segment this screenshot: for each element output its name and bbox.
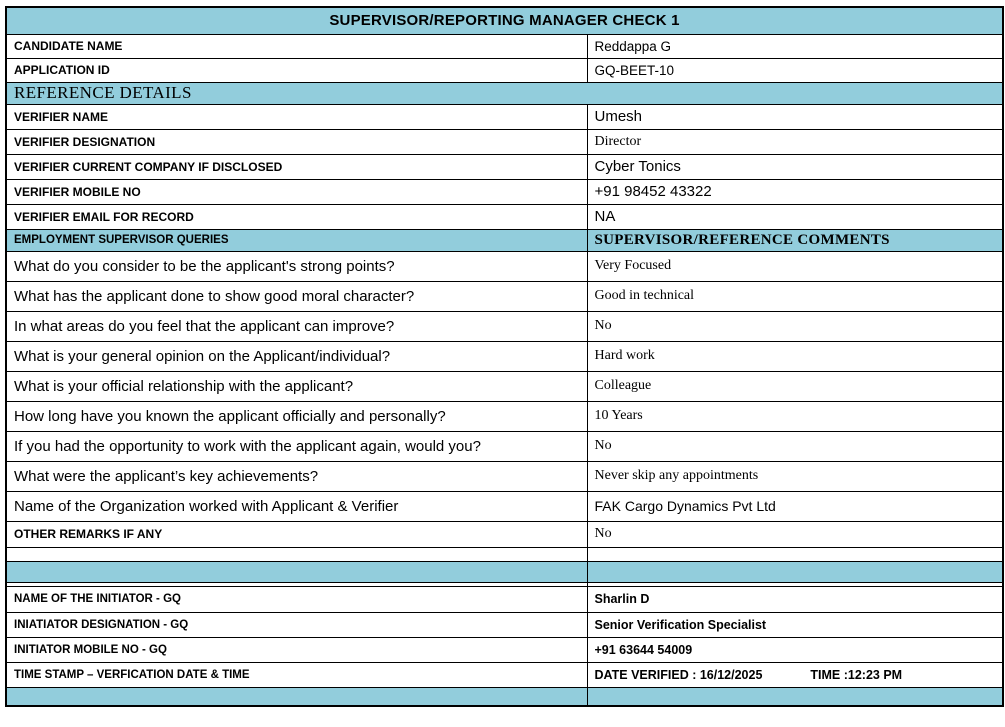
date-verified: DATE VERIFIED : 16/12/2025 bbox=[594, 667, 763, 682]
timestamp-label: TIME STAMP – VERFICATION DATE & TIME bbox=[6, 662, 587, 687]
application-id-row bbox=[6, 58, 1003, 82]
reference-details-header-row bbox=[6, 82, 1003, 104]
initiator-designation-label: INIATIATOR DESIGNATION - GQ bbox=[6, 612, 587, 637]
answer-cell: Never skip any appointments bbox=[587, 461, 1003, 491]
query-row bbox=[6, 431, 1003, 461]
queries-header-right: SUPERVISOR/REFERENCE COMMENTS bbox=[587, 229, 1003, 251]
other-remarks-label: OTHER REMARKS IF ANY bbox=[6, 521, 587, 547]
query-row bbox=[6, 371, 1003, 401]
question-cell: If you had the opportunity to work with the applicant again, would you? bbox=[6, 431, 587, 461]
initiator-name-label: NAME OF THE INITIATOR - GQ bbox=[6, 586, 587, 612]
candidate-name-row bbox=[6, 34, 1003, 58]
verifier-designation-value: Director bbox=[587, 129, 1003, 154]
answer-cell: Good in technical bbox=[587, 281, 1003, 311]
time-verified: TIME :12:23 PM bbox=[810, 667, 903, 682]
verifier-name-value: Umesh bbox=[587, 104, 1003, 129]
verifier-designation-label: VERIFIER DESIGNATION bbox=[6, 129, 587, 154]
answer-cell: Colleague bbox=[587, 371, 1003, 401]
verifier-name-label: VERIFIER NAME bbox=[6, 104, 587, 129]
spacer-cell bbox=[587, 547, 1003, 561]
answer-cell: No bbox=[587, 431, 1003, 461]
query-row bbox=[6, 401, 1003, 431]
reference-details-header: REFERENCE DETAILS bbox=[6, 82, 1003, 104]
candidate-name-value: Reddappa G bbox=[587, 34, 1003, 58]
question-cell: What is your general opinion on the Applicant/individual? bbox=[6, 341, 587, 371]
verifier-mobile-value: +91 98452 43322 bbox=[587, 179, 1003, 204]
spacer-cell bbox=[6, 547, 587, 561]
verifier-email-label: VERIFIER EMAIL FOR RECORD bbox=[6, 204, 587, 229]
answer-cell: 10 Years bbox=[587, 401, 1003, 431]
question-cell: What were the applicant’s key achievements? bbox=[6, 461, 587, 491]
spacer-cell bbox=[6, 561, 587, 582]
spacer-row-blue bbox=[6, 561, 1003, 582]
question-cell: Name of the Organization worked with Applicant & Verifier bbox=[6, 491, 587, 521]
timestamp-value bbox=[587, 662, 1003, 687]
verifier-company-label: VERIFIER CURRENT COMPANY IF DISCLOSED bbox=[6, 154, 587, 179]
verifier-email-row bbox=[6, 204, 1003, 229]
initiator-mobile-value: +91 63644 54009 bbox=[587, 637, 1003, 662]
page-title: SUPERVISOR/REPORTING MANAGER CHECK 1 bbox=[6, 7, 1003, 34]
answer-cell: Very Focused bbox=[587, 251, 1003, 281]
verifier-company-row bbox=[6, 154, 1003, 179]
verifier-company-value: Cyber Tonics bbox=[587, 154, 1003, 179]
initiator-name-row bbox=[6, 586, 1003, 612]
initiator-mobile-label: INITIATOR MOBILE NO - GQ bbox=[6, 637, 587, 662]
queries-header-left: EMPLOYMENT SUPERVISOR QUERIES bbox=[6, 229, 587, 251]
question-cell: How long have you known the applicant officially and personally? bbox=[6, 401, 587, 431]
other-remarks-row bbox=[6, 521, 1003, 547]
spacer-cell bbox=[6, 687, 587, 706]
verifier-designation-row bbox=[6, 129, 1003, 154]
question-cell: What is your official relationship with the applicant? bbox=[6, 371, 587, 401]
query-row bbox=[6, 491, 1003, 521]
candidate-name-label: CANDIDATE NAME bbox=[6, 34, 587, 58]
question-cell: What has the applicant done to show good moral character? bbox=[6, 281, 587, 311]
query-row bbox=[6, 281, 1003, 311]
verifier-mobile-row bbox=[6, 179, 1003, 204]
question-cell: In what areas do you feel that the applicant can improve? bbox=[6, 311, 587, 341]
queries-header-row bbox=[6, 229, 1003, 251]
initiator-name-value: Sharlin D bbox=[587, 586, 1003, 612]
application-id-label: APPLICATION ID bbox=[6, 58, 587, 82]
answer-cell: FAK Cargo Dynamics Pvt Ltd bbox=[587, 491, 1003, 521]
query-row bbox=[6, 341, 1003, 371]
verifier-mobile-label: VERIFIER MOBILE NO bbox=[6, 179, 587, 204]
verifier-name-row bbox=[6, 104, 1003, 129]
question-cell: What do you consider to be the applicant's strong points? bbox=[6, 251, 587, 281]
query-row bbox=[6, 311, 1003, 341]
spacer-cell bbox=[587, 561, 1003, 582]
other-remarks-value: No bbox=[587, 521, 1003, 547]
initiator-designation-row bbox=[6, 612, 1003, 637]
application-id-value: GQ-BEET-10 bbox=[587, 58, 1003, 82]
query-row bbox=[6, 251, 1003, 281]
timestamp-row bbox=[6, 662, 1003, 687]
answer-cell: No bbox=[587, 311, 1003, 341]
supervisor-check-table bbox=[5, 6, 1004, 707]
verifier-email-value: NA bbox=[587, 204, 1003, 229]
answer-cell: Hard work bbox=[587, 341, 1003, 371]
initiator-designation-value: Senior Verification Specialist bbox=[587, 612, 1003, 637]
initiator-mobile-row bbox=[6, 637, 1003, 662]
query-row bbox=[6, 461, 1003, 491]
title-row bbox=[6, 7, 1003, 34]
footer-row-blue bbox=[6, 687, 1003, 706]
spacer-cell bbox=[587, 687, 1003, 706]
spacer-row-white bbox=[6, 547, 1003, 561]
